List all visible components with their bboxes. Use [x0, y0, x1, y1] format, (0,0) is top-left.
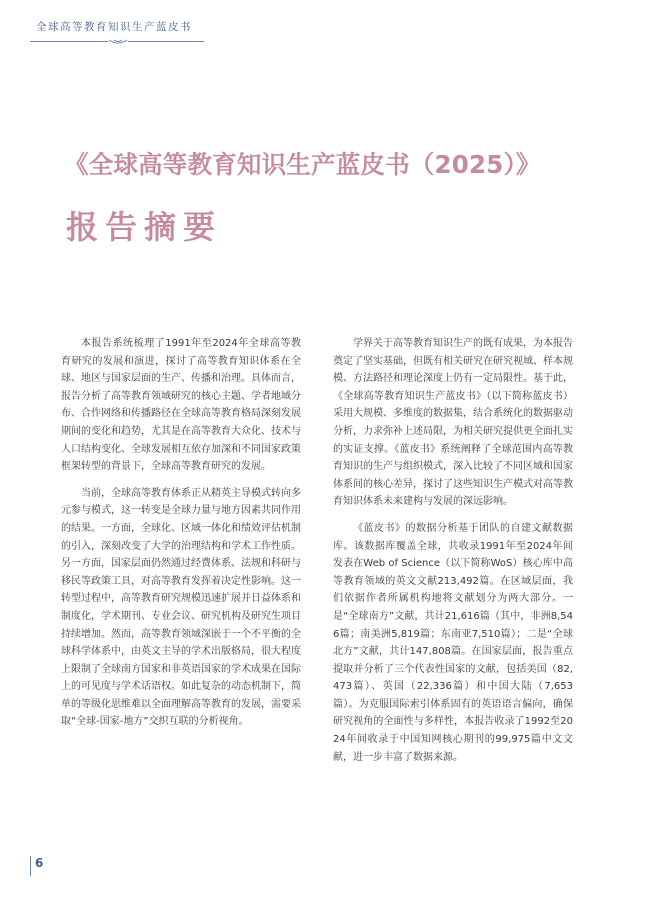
report-title: 《全球高等教育知识生产蓝皮书（2025）》	[64, 150, 541, 179]
paragraph: 学界关于高等教育知识生产的既有成果，为本报告奠定了坚实基础，但既有相关研究在研究视域、样本规模、方法路径和理论深度上仍有一定局限性。基于此，《全球高等教育知识生产蓝皮书》（以下简称蓝皮书）采用大规模、多维度的数据集，结合系统化的数据驱动分析，力求弥补上述局限，为相关研究提供更全面扎实的实证支撑。《蓝皮书》系统阐释了全球范围内高等教育知识的生产与组织模式，深入比较了不同区域和国家体系间的核心差异，探讨了这些知识生产模式对高等教育知识体系未来建构与发展的深远影响。	[333, 338, 573, 508]
paragraph: 《蓝皮书》的数据分析基于团队的自建文献数据库。该数据库覆盖全球，共收录1991年至2024年间发表在Web of Science（以下简称WoS）核心库中高等教育领域的英文文献213,492篇。在区域层面，我们依据作者所属机构地将文献划分为两大部分。一是“全球南方”文献，共计21,616篇（其中，非洲8,546篇；南美洲5,819篇；东南亚7,510篇）；二是“全球北方”文献，共计147,808篇。在国家层面，报告重点提取并分析了三个代表性国家的文献，包括美国（82,473篇）、英国（22,336篇）和中国大陆（7,653篇）。为克服国际索引体系固有的英语语言偏向，确保研究视角的全面性与多样性，本报告收录了1992至2024年间收录于中国知网核心期刊的99,975篇中文文献，进一步丰富了数据来源。	[333, 522, 573, 763]
page-number-marker	[30, 856, 31, 876]
page-number: 6	[35, 856, 44, 870]
paragraph: 本报告系统梳理了1991年至2024年全球高等教育研究的发展和演进，探讨了高等教育知识体系在全球、地区与国家层面的生产、传播和治理。具体而言，报告分析了高等教育领域研究的核心主题、学者地域分布、合作网络和传播路径在全球高等教育格局深刻发展期间的变化和趋势，尤其是在高等教育大众化、技术与人口结构变化、全球发展相互依存加深和不同国家政策框架转型的背景下，全球高等教育研究的发展。	[61, 338, 301, 473]
report-subtitle: 报告摘要	[66, 208, 223, 246]
paragraph: 当前，全球高等教育体系正从精英主导模式转向多元参与模式，这一转变是全球力量与地方因素共同作用的结果。一方面，全球化、区域一体化和绩效评估机制的引入，深刻改变了大学的治理结构和学术工作性质。另一方面，国家层面仍然通过经费体系、法规和科研与移民等政策工具，对高等教育发挥着决定性影响。这一转型过程中，高等教育研究规模迅速扩展并日益体系和制度化，学术期刊、专业会议、研究机构及研究生项目持续增加。然而，高等教育领域深嵌于一个不平衡的全球科学体系中，由英文主导的学术出版格局，很大程度上限制了全球南方国家和非英语国家的学术成果在国际上的可见度与学术话语权。如此复杂的动态机制下，简单的等级化思维难以全面理解高等教育的发展，需要采取“全球-国家-地方”交织互联的分析视角。	[61, 487, 301, 728]
left-column	[61, 335, 301, 740]
header-ornament-icon	[108, 37, 128, 45]
right-column	[333, 335, 573, 775]
running-header: 全球高等教育知识生产蓝皮书	[36, 21, 192, 33]
